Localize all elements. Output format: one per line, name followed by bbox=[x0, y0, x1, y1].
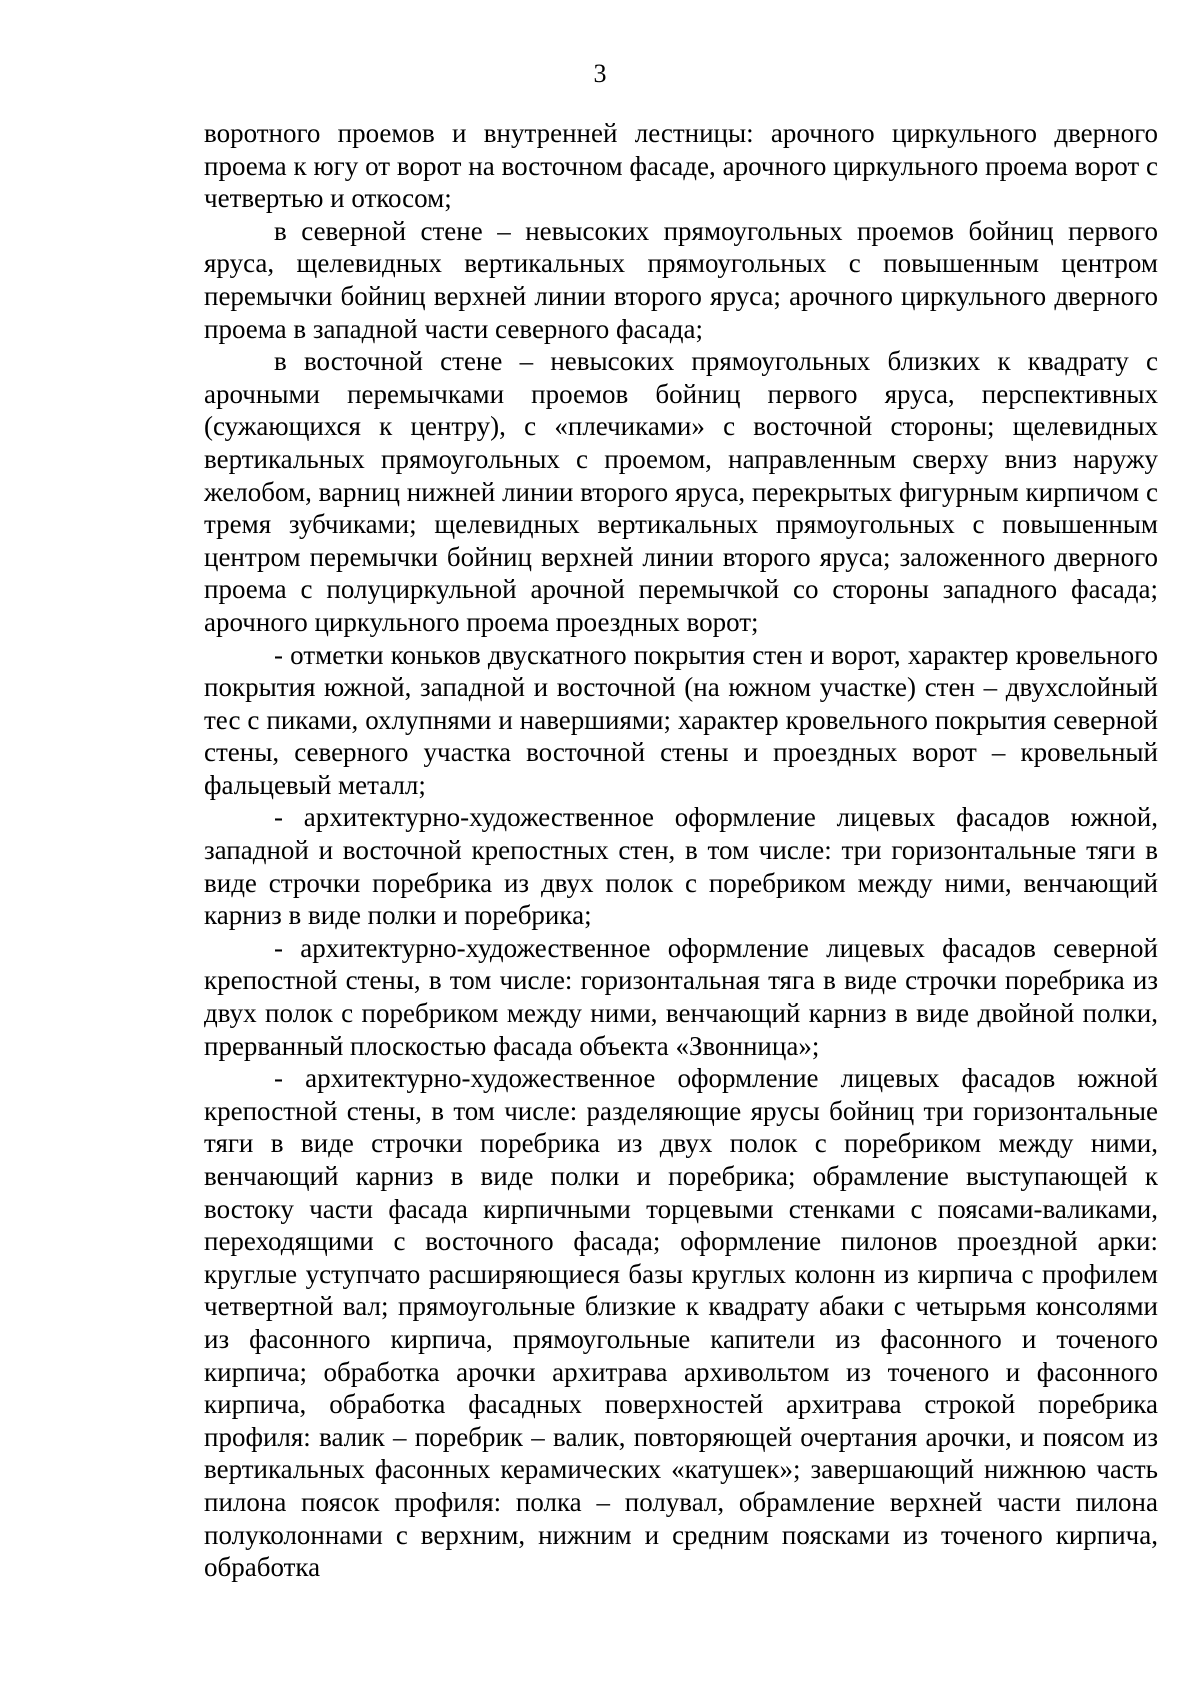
page-number: 3 bbox=[593, 59, 607, 88]
paragraph-3: - отметки коньков двускатного покрытия стен и ворот, характер кровельного покрытия южной, западной и восточной (на южном участке) стен – двухслойный тес с пиками, охлупнями и навершиями; характер кровельного покрытия северной стены, северного участка восточной стены и проездных ворот – кровельный фальцевый металл; bbox=[204, 639, 1158, 800]
paragraph-6: - архитектурно-художественное оформление лицевых фасадов южной крепостной стены, в том числе: разделяющие ярусы бойниц три горизонтальные тяги в виде строчки поребрика из двух полок с поребриком между ними, венчающий карниз в виде полки и поребрика; обрамление выступающей к востоку части фасада кирпичными торцевыми стенками с поясами-валиками, переходящими с восточного фасада; оформление пилонов проездной арки: круглые уступчато расширяющиеся базы круглых колонн из кирпича с профилем четвертной вал; прямоугольные близкие к квадрату абаки с четырьмя консолями из фасонного кирпича, прямоугольные капители из фасонного и точеного кирпича; обработка арочки архитрава архивольтом из точеного и фасонного кирпича, обработка фасадных поверхностей архитрава строкой поребрика профиля: валик – поребрик – валик, повторяющей очертания арочки, и поясом из вертикальных фасонных керамических «катушек»; завершающий нижнюю часть пилона поясок профиля: полка – полувал, обрамление верхней части пилона полуколоннами с верхним, нижним и средним поясками из точеного кирпича, обработка bbox=[204, 1063, 1158, 1583]
paragraph-0: воротного проемов и внутренней лестницы: арочного циркульного дверного проема к югу от ворот на восточном фасаде, арочного циркульного проема ворот с четвертью и откосом; bbox=[204, 118, 1158, 214]
paragraph-4: - архитектурно-художественное оформление лицевых фасадов южной, западной и восточной крепостных стен, в том числе: три горизонтальные тяги в виде строчки поребрика из двух полок с поребриком между ними, венчающий карниз в виде полки и поребрика; bbox=[204, 802, 1158, 931]
paragraph-1: в северной стене – невысоких прямоугольных проемов бойниц первого яруса, щелевидных вертикальных прямоугольных с повышенным центром перемычки бойниц верхней линии второго яруса; арочного циркульного дверного проема в западной части северного фасада; bbox=[204, 215, 1158, 344]
paragraph-2: в восточной стене – невысоких прямоугольных близких к квадрату с арочными перемычками проемов бойниц первого яруса, перспективных (сужающихся к центру), с «плечиками» с восточной стороны; щелевидных вертикальных прямоугольных с проемом, направленным сверху вниз наружу желобом, варниц нижней линии второго яруса, перекрытых фигурным кирпичом с тремя зубчиками; щелевидных вертикальных прямоугольных с повышенным центром перемычки бойниц верхней линии второго яруса; заложенного дверного проема с полуциркульной арочной перемычкой со стороны западного фасада; арочного циркульного проема проездных ворот; bbox=[204, 346, 1158, 637]
document-text-body bbox=[204, 117, 1158, 1584]
paragraph-5: - архитектурно-художественное оформление лицевых фасадов северной крепостной стены, в том числе: горизонтальная тяга в виде строчки поребрика из двух полок с поребриком между ними, венчающий карниз в виде двойной полки, прерванный плоскостью фасада объекта «Звонница»; bbox=[204, 932, 1158, 1061]
